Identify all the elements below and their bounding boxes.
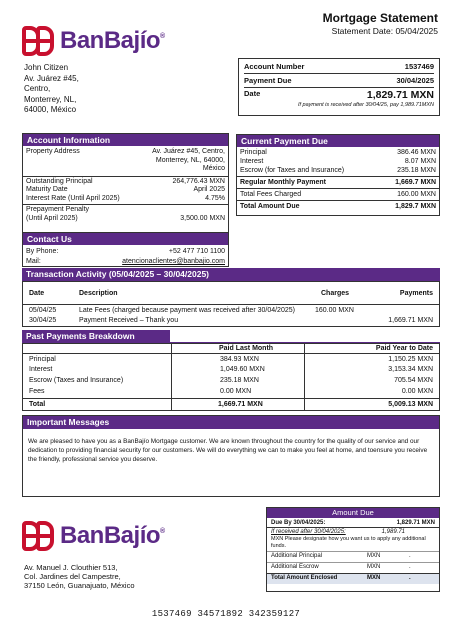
account-summary-box	[238, 58, 440, 116]
past-payment-row: Principal 384.93 MXN 1,150.25 MXN	[29, 356, 433, 363]
transaction-activity-header: Transaction Activity (05/04/2025 – 30/04/2025)	[22, 268, 440, 281]
past-payment-total-row: Total 1,669.71 MXN 5,009.13 MXN	[23, 398, 439, 411]
customer-name: John Citizen	[24, 63, 69, 72]
phone-number[interactable]: +52 477 710 1100	[168, 248, 225, 255]
customer-address-line: Av. Juárez #45,	[24, 73, 79, 83]
col-last-month-header: Paid Last Month	[219, 345, 274, 352]
prepayment-penalty-value: 3,500.00 MXN	[180, 214, 225, 222]
payment-row: Interest 8.07 MXN	[240, 158, 436, 165]
col-ytd-header: Paid Year to Date	[375, 345, 433, 352]
payment-due-value: 30/04/2025	[396, 76, 434, 85]
amount-due-value: 1,829.71 MXN	[366, 89, 434, 101]
current-payment-header: Current Payment Due	[237, 135, 439, 147]
property-address-label: Property Address	[26, 148, 80, 155]
past-payment-row: Escrow (Taxes and Insurance) 235.18 MXN 705.54 MXN	[29, 377, 433, 384]
mail-label: Mail:	[26, 258, 41, 265]
important-messages-section	[22, 415, 440, 497]
col-payments-header: Payments	[399, 290, 433, 297]
regular-payment-row: Regular Monthly Payment 1,669.7 MXN	[240, 179, 436, 186]
statement-date: Statement Date: 05/04/2025	[331, 26, 438, 36]
past-payment-row: Interest 1,049.60 MXN 3,153.34 MXN	[29, 366, 433, 373]
past-payments-table	[22, 343, 440, 411]
account-information-section	[22, 133, 229, 233]
bank-logo-text: BanBajío®	[60, 27, 165, 54]
customer-address-line: Centro,	[24, 84, 51, 93]
col-charges-header: Charges	[321, 290, 350, 297]
payment-coupon	[266, 507, 440, 592]
important-messages-body: We are pleased to have you as a BanBajío Mortgage customer. We are known throughout the country for the quality of our service and our dedication to providing financial security for our customers. We will do everything we can to make you feel at home, and toensure you receive the friendly, professional service you deserve.	[28, 438, 428, 463]
important-messages-header: Important Messages	[23, 416, 439, 429]
account-number-value: 1537469	[404, 62, 434, 71]
micr-line: 1537469 34571892 342359127	[151, 609, 301, 619]
property-address-value	[152, 148, 225, 174]
contact-header: Contact Us	[23, 233, 228, 245]
payment-row: Escrow (for Taxes and Insurance) 235.18 MXN	[240, 167, 436, 174]
customer-address	[24, 63, 79, 116]
total-enclosed-row: Total Amount Enclosed MXN .	[267, 573, 439, 584]
transaction-header-row	[23, 282, 439, 305]
coupon-due-value: 1,829.71 MXN	[396, 520, 435, 526]
info-row: Maturity Date April 2025	[26, 186, 225, 193]
customer-address-line: Monterrey, NL,	[24, 94, 77, 104]
prepayment-penalty-label: Prepayment Penalty	[26, 206, 90, 213]
additional-principal-row: Additional Principal MXN .	[267, 551, 439, 562]
property-address-line: México	[202, 165, 225, 172]
account-number-label: Account Number	[244, 62, 305, 71]
late-payment-note: If payment is received after 30/04/25, pay 1,989.71MXN	[297, 102, 434, 108]
bank-logo-mark-icon	[22, 26, 56, 56]
contact-section	[22, 232, 229, 267]
additional-escrow-row: Additional Escrow MXN .	[267, 562, 439, 573]
coupon-due-label: Due By 30/04/2025:	[271, 520, 326, 526]
phone-label: By Phone:	[26, 248, 59, 255]
amount-date-label: Date	[244, 89, 261, 98]
coupon-header: Amount Due	[267, 508, 439, 518]
transaction-table	[22, 281, 440, 327]
coupon-late-value: 1,989.71	[381, 529, 405, 535]
bank-address-line: 37150 León, Guanajuato, México	[24, 581, 135, 590]
prepayment-penalty-period: (Until April 2025)	[26, 214, 78, 222]
total-fees-row: Total Fees Charged 160.00 MXN	[240, 191, 436, 198]
transaction-row: 30/04/25 Payment Received – Thank you 1,669.71 MXN	[29, 317, 433, 324]
col-date-header: Date	[29, 290, 45, 297]
bank-logo-mark-icon	[22, 521, 56, 551]
statement-title: Mortgage Statement	[322, 11, 438, 25]
bank-logo-bottom	[22, 521, 165, 551]
bank-address-line: Av. Manuel J. Clouthier 513,	[24, 563, 118, 572]
coupon-note: MXN Please designate how you want us to apply any additional funds.	[271, 536, 426, 549]
account-information-header: Account Information	[23, 134, 228, 146]
mail-address-link[interactable]: atencionaclientes@banbajio.com	[122, 258, 225, 265]
current-payment-section	[236, 134, 440, 216]
transaction-row: 05/04/25 Late Fees (charged because payment was received after 30/04/2025) 160.00 MXN	[29, 307, 354, 314]
property-address-line: Monterrey, NL, 64000,	[155, 156, 225, 164]
customer-address-line: 64000, México	[24, 105, 77, 114]
bank-address-line: Col. Jardines del Campestre,	[24, 572, 121, 581]
col-description-header: Description	[79, 290, 118, 297]
bank-logo	[22, 26, 165, 56]
info-row: Interest Rate (Until April 2025) 4.75%	[26, 194, 225, 202]
past-payments-header: Past Payments Breakdown	[22, 330, 170, 343]
statement-header	[323, 11, 438, 36]
payment-due-label: Payment Due	[244, 76, 292, 85]
coupon-late-label: If received after 30/04/2025:	[271, 529, 346, 535]
total-due-row: Total Amount Due 1,829.7 MXN	[240, 203, 436, 210]
bank-address	[24, 563, 135, 590]
info-row: Outstanding Principal 264,776.43 MXN	[26, 177, 225, 185]
past-payments-header-row	[23, 344, 439, 354]
payment-row: Principal 386.46 MXN	[240, 149, 436, 156]
property-address-line: Av. Juárez #45, Centro,	[152, 148, 225, 155]
past-payment-row: Fees 0.00 MXN 0.00 MXN	[29, 388, 433, 395]
bank-logo-text: BanBajío®	[60, 522, 165, 549]
